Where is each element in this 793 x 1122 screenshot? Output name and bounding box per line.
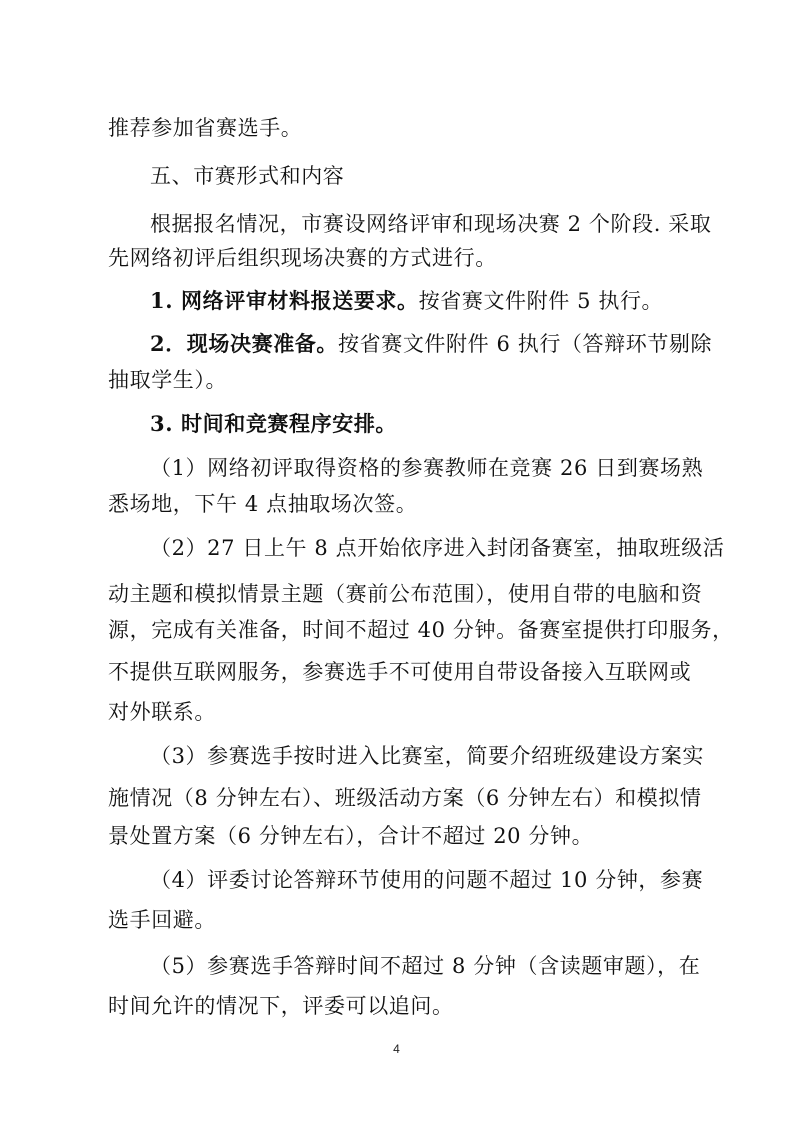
paragraph-line: （5）参赛选手答辩时间不超过 8 分钟（含读题审题），在 xyxy=(150,954,701,978)
paragraph-line: （1）网络初评取得资格的参赛教师在竞赛 26 日到赛场熟 xyxy=(150,456,704,480)
paragraph-line xyxy=(150,331,713,356)
paragraph-line: 时间允许的情况下，评委可以追问。 xyxy=(108,994,454,1018)
paragraph-line: （4）评委讨论答辩环节使用的问题不超过 10 分钟，参赛 xyxy=(150,868,704,892)
item-text: 按省赛文件附件 5 执行。 xyxy=(418,289,664,313)
paragraph-line: 施情况（8 分钟左右）、班级活动方案（6 分钟左右）和模拟情 xyxy=(108,786,702,810)
item-heading: 3. 时间和竞赛程序安排。 xyxy=(150,411,398,436)
paragraph-line: 不提供互联网服务，参赛选手不可使用自带设备接入互联网或 xyxy=(108,660,692,684)
page-number: 4 xyxy=(393,1042,400,1056)
item-heading: 2．现场决赛准备。 xyxy=(150,331,339,356)
paragraph-line: 景处置方案（6 分钟左右），合计不超过 20 分钟。 xyxy=(108,824,594,848)
paragraph-line: 先网络初评后组织现场决赛的方式进行。 xyxy=(108,246,497,270)
paragraph-line: （2）27 日上午 8 点开始依序进入封闭备赛室，抽取班级活 xyxy=(150,536,725,560)
item-text: 按省赛文件附件 6 执行（答辩环节剔除 xyxy=(338,332,713,356)
paragraph-line: 源，完成有关准备，时间不超过 40 分钟。备赛室提供打印服务， xyxy=(108,618,734,642)
paragraph-line: 悉场地，下午 4 点抽取场次签。 xyxy=(108,492,418,516)
paragraph-line: 推荐参加省赛选手。 xyxy=(108,116,303,140)
section-heading: 五、市赛形式和内容 xyxy=(150,164,345,188)
item-heading: 1. 网络评审材料报送要求。 xyxy=(150,288,419,313)
paragraph-line: 根据报名情况，市赛设网络评审和现场决赛 2 个阶段. 采取 xyxy=(150,212,712,236)
paragraph-line: 选手回避。 xyxy=(108,908,216,932)
paragraph-line: 抽取学生）。 xyxy=(108,368,228,392)
paragraph-line: 动主题和模拟情景主题（赛前公布范围），使用自带的电脑和资 xyxy=(108,582,703,606)
paragraph-line: （3）参赛选手按时进入比赛室，简要介绍班级建设方案实 xyxy=(150,744,704,768)
paragraph-line xyxy=(150,289,698,313)
paragraph-line: 对外联系。 xyxy=(108,700,216,724)
